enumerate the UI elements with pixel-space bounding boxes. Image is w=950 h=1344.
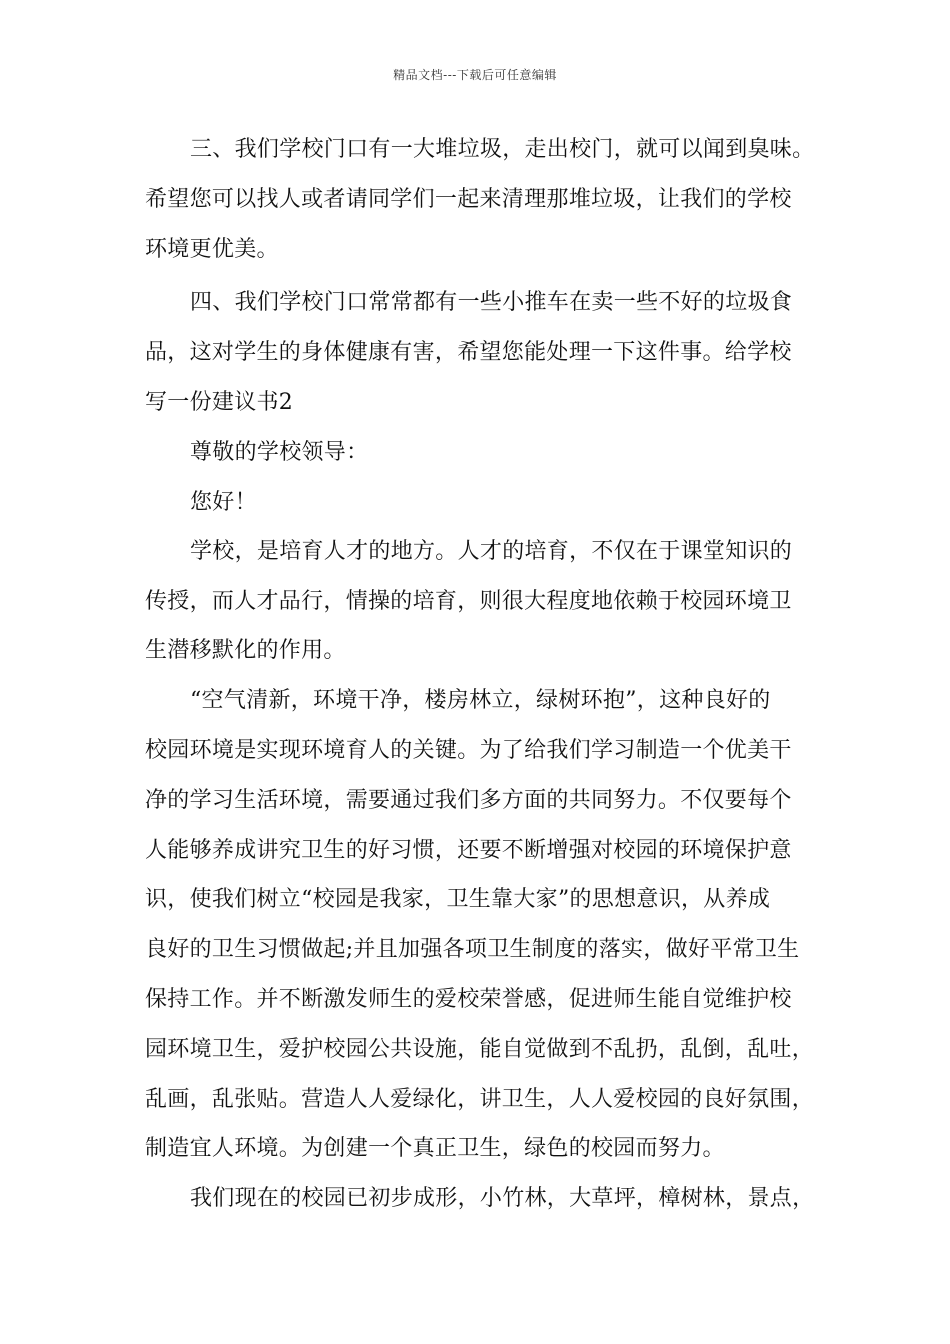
paragraph-3-line-2: 希望您可以找人或者请同学们一起来清理那堆垃圾，让我们的学校: [145, 187, 792, 212]
paragraph-env-line-9: 乱画，乱张贴。营造人人爱绿化，讲卫生，人人爱校园的良好氛围，: [145, 1087, 815, 1112]
greeting: 您好！: [190, 490, 257, 515]
paragraph-intro-line-3: 生潜移默化的作用。: [145, 638, 346, 663]
paragraph-4-line-3: 写一份建议书2: [145, 390, 294, 415]
paragraph-4-line-2: 品，这对学生的身体健康有害，希望您能处理一下这件事。给学校: [145, 340, 792, 365]
paragraph-env-line-10: 制造宜人环境。为创建一个真正卫生，绿色的校园而努力。: [145, 1136, 725, 1161]
paragraph-env-line-7: 保持工作。并不断激发师生的爱校荣誉感，促进师生能自觉维护校: [145, 987, 792, 1012]
paragraph-4-line-1: 四、我们学校门口常常都有一些小推车在卖一些不好的垃圾食: [190, 290, 793, 315]
paragraph-3-line-3: 环境更优美。: [145, 237, 279, 262]
paragraph-env-line-2: 校园环境是实现环境育人的关键。为了给我们学习制造一个优美干: [145, 738, 792, 763]
paragraph-env-line-4: 人能够养成讲究卫生的好习惯，还要不断增强对校园的环境保护意: [145, 838, 792, 863]
salutation: 尊敬的学校领导：: [190, 440, 369, 465]
paragraph-env-line-1: “空气清新，环境干净，楼房林立，绿树环抱”，这种良好的: [190, 688, 771, 713]
paragraph-intro-line-1: 学校，是培育人才的地方。人才的培育，不仅在于课堂知识的: [190, 539, 793, 564]
paragraph-env-line-5: 识，使我们树立“校园是我家，卫生靠大家”的思想意识，从养成: [145, 887, 771, 912]
paragraph-campus-line-1: 我们现在的校园已初步成形，小竹林，大草坪，樟树林，景点，: [190, 1186, 815, 1211]
paragraph-env-line-6: 良好的卫生习惯做起;并且加强各项卫生制度的落实，做好平常卫生: [145, 937, 800, 962]
paragraph-env-line-8: 园环境卫生，爱护校园公共设施，能自觉做到不乱扔，乱倒，乱吐，: [145, 1037, 815, 1062]
page-header: 精品文档---下载后可任意编辑: [393, 68, 557, 82]
paragraph-intro-line-2: 传授，而人才品行，情操的培育，则很大程度地依赖于校园环境卫: [145, 589, 792, 614]
paragraph-3-line-1: 三、我们学校门口有一大堆垃圾，走出校门，就可以闻到臭味。: [190, 137, 815, 162]
paragraph-env-line-3: 净的学习生活环境，需要通过我们多方面的共同努力。不仅要每个: [145, 788, 792, 813]
